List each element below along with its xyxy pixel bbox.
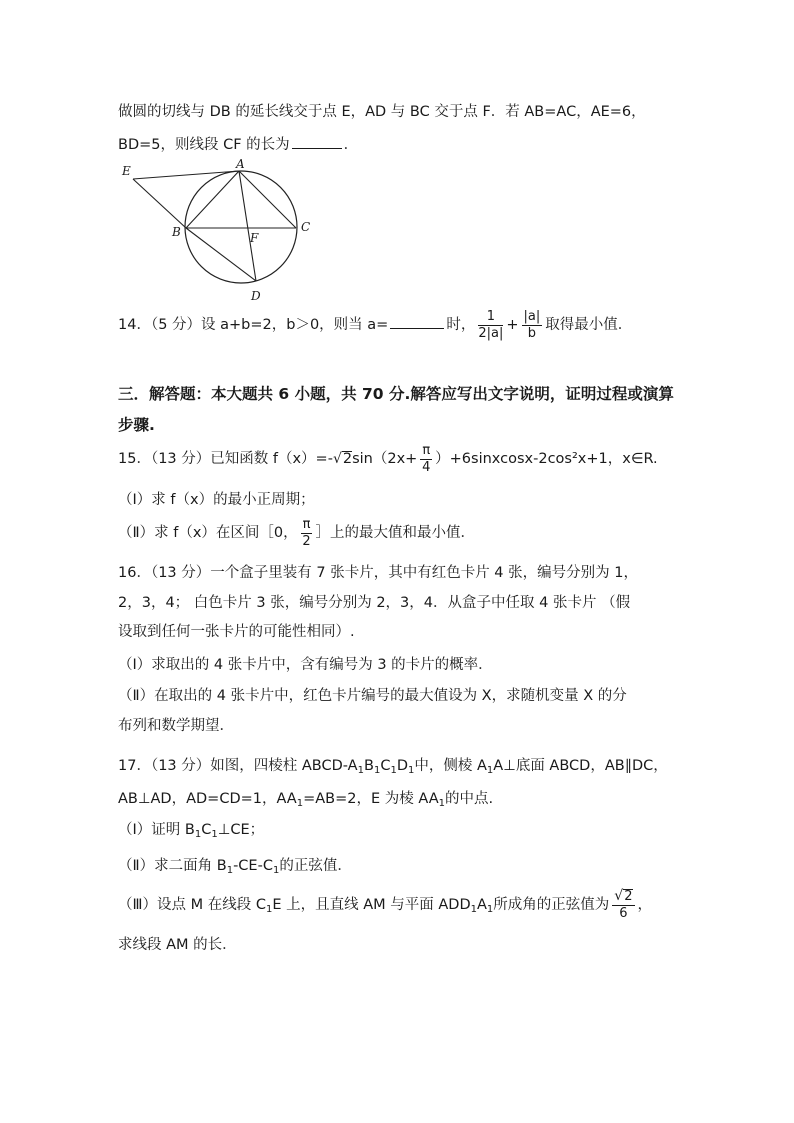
q14-f2-numerator: |a| xyxy=(523,308,541,324)
chord-AB xyxy=(186,171,239,228)
label-C: C xyxy=(301,220,311,234)
q17-part2-a: （Ⅱ）求二面角 B xyxy=(118,858,227,874)
figure-circle xyxy=(185,171,297,283)
q15-text-mid: sin（2x+ xyxy=(352,451,418,467)
q17-part1-b: C xyxy=(201,822,212,838)
chord-AD xyxy=(239,171,256,281)
label-D: D xyxy=(251,289,261,303)
q16-line3: 设取到任何一张卡片的可能性相同）. xyxy=(118,624,355,640)
subscript-1: 1 xyxy=(407,765,415,776)
q15-part2-fraction xyxy=(301,517,313,550)
q15-stem xyxy=(118,442,658,476)
q17-part1-c: ⊥CE； xyxy=(217,822,265,838)
chord-AC xyxy=(239,171,296,228)
subscript-1: 1 xyxy=(272,865,280,876)
q15-text-post: ）+6sinxcosx-2cos²x+1，x∈R. xyxy=(435,451,658,467)
q15-part2-denominator: 2 xyxy=(302,533,311,549)
q16-part2-line2: 布列和数学期望． xyxy=(118,718,234,734)
q15-frac-denominator: 4 xyxy=(422,459,431,475)
line-BD xyxy=(186,228,256,281)
subscript-1: 1 xyxy=(226,865,234,876)
q14-f1-numerator: 1 xyxy=(478,309,503,326)
subscript-1: 1 xyxy=(194,829,202,840)
label-A: A xyxy=(236,158,245,171)
q15-part2 xyxy=(118,516,475,550)
label-E: E xyxy=(122,164,131,178)
q17-part3-b: E 上，且直线 AM 与平面 ADD xyxy=(272,897,471,913)
line-EB xyxy=(133,179,186,228)
q14-text-pre: 14．（5 分）设 a+b=2，b＞0，则当 a= xyxy=(118,317,389,333)
q17-line1-f: A⊥底面 ABCD，AB∥DC， xyxy=(493,758,668,774)
q17-part1 xyxy=(118,820,264,845)
q15-part2-pre: （Ⅱ）求 f（x）在区间［0， xyxy=(118,525,298,541)
q17-part3-a: （Ⅲ）设点 M 在线段 C xyxy=(118,897,266,913)
q14-text-post: 取得最小值． xyxy=(545,317,633,333)
q17-part3-fraction xyxy=(612,888,634,922)
q15-text-pre: 15．（13 分）已知函数 f（x）=- xyxy=(118,451,333,467)
q17-line2 xyxy=(118,789,493,814)
q13-line2-text: BD=5，则线段 CF 的长为 xyxy=(118,137,290,153)
q15-frac-numerator: π xyxy=(422,442,431,458)
subscript-1: 1 xyxy=(486,765,494,776)
q17-part2-b: -CE-C xyxy=(233,858,273,874)
q17-part3-numerator: √2 xyxy=(614,888,633,904)
section3-heading-line1: 三．解答题：本大题共 6 小题，共 70 分.解答应写出文字说明，证明过程或演算 xyxy=(118,385,674,403)
subscript-1: 1 xyxy=(373,765,381,776)
q16-part2-line1: （Ⅱ）在取出的 4 张卡片中，红色卡片编号的最大值设为 X，求随机变量 X 的分 xyxy=(118,688,627,704)
subscript-1: 1 xyxy=(357,765,364,776)
section3-heading-line2: 步骤. xyxy=(118,416,155,434)
q17-part2-c: 的正弦值． xyxy=(279,858,352,874)
q17-part1-a: （Ⅰ）证明 B xyxy=(118,822,195,838)
subscript-1: 1 xyxy=(438,798,445,809)
q17-line1-d: D xyxy=(396,758,408,774)
subscript-1: 1 xyxy=(211,829,218,840)
q13-line2 xyxy=(118,134,358,155)
q17-line2-b: =AB=2，E 为棱 AA xyxy=(303,791,439,807)
q15-fraction xyxy=(420,443,432,476)
q17-part3-post: ， xyxy=(637,897,652,913)
q17-line2-c: 的中点. xyxy=(445,791,494,807)
q17-part3-radicand: 2 xyxy=(624,889,633,904)
q17-line1-b: B xyxy=(363,758,374,774)
q16-line2: 2，3，4； 白色卡片 3 张，编号分别为 2，3，4．从盒子中任取 4 张卡片 （假 xyxy=(118,595,631,611)
q14-f1-denominator: 2|a| xyxy=(478,325,504,341)
q14-answer-blank xyxy=(390,314,444,329)
q15-part1: （Ⅰ）求 f（x）的最小正周期； xyxy=(118,492,315,508)
q14-text-mid: 时， xyxy=(446,317,476,333)
q17-line1 xyxy=(118,756,668,781)
q14-f2-denominator: b xyxy=(527,325,536,341)
q15-part2-post: ］上的最大值和最小值． xyxy=(315,525,475,541)
q17-line1-e: 中，侧棱 A xyxy=(414,758,487,774)
q17-part3-c: A xyxy=(477,897,487,913)
q14-plus: + xyxy=(506,317,519,333)
q17-line1-c: C xyxy=(380,758,391,774)
circle-geometry-figure xyxy=(118,158,328,308)
q14 xyxy=(118,308,632,342)
q17-part3-line2: 求线段 AM 的长． xyxy=(118,937,237,953)
q17-line2-a: AB⊥AD，AD=CD=1，AA xyxy=(118,791,297,807)
tangent-line-EA xyxy=(133,171,239,179)
q16-line1: 16．（13 分）一个盒子里装有 7 张卡片，其中有红色卡片 4 张，编号分别为 1， xyxy=(118,565,638,581)
q17-line1-a: 17．（13 分）如图，四棱柱 ABCD-A xyxy=(118,758,358,774)
subscript-1: 1 xyxy=(296,798,304,809)
subscript-1: 1 xyxy=(390,765,397,776)
label-B: B xyxy=(172,225,181,239)
q15-radicand: 2 xyxy=(342,451,353,467)
q17-part2 xyxy=(118,856,352,881)
q15-part2-numerator: π xyxy=(302,516,311,532)
q17-part3-d: 所成角的正弦值为 xyxy=(493,897,610,913)
q16-part1: （Ⅰ）求取出的 4 张卡片中，含有编号为 3 的卡片的概率． xyxy=(118,657,493,673)
q13-line2-end: ． xyxy=(343,137,359,153)
q14-fraction-1 xyxy=(478,309,503,342)
subscript-1: 1 xyxy=(486,904,494,915)
q17-part3 xyxy=(118,888,652,927)
q13-answer-blank xyxy=(292,134,342,149)
sqrt-sign: √ xyxy=(332,451,342,467)
label-F: F xyxy=(250,231,259,245)
q13-line1: 做圆的切线与 DB 的延长线交于点 E，AD 与 BC 交于点 F．若 AB=AC，AE=6， xyxy=(118,104,646,120)
q17-part3-denominator: 6 xyxy=(619,906,628,921)
q14-fraction-2 xyxy=(522,309,543,342)
subscript-1: 1 xyxy=(265,904,273,915)
subscript-1: 1 xyxy=(470,904,477,915)
